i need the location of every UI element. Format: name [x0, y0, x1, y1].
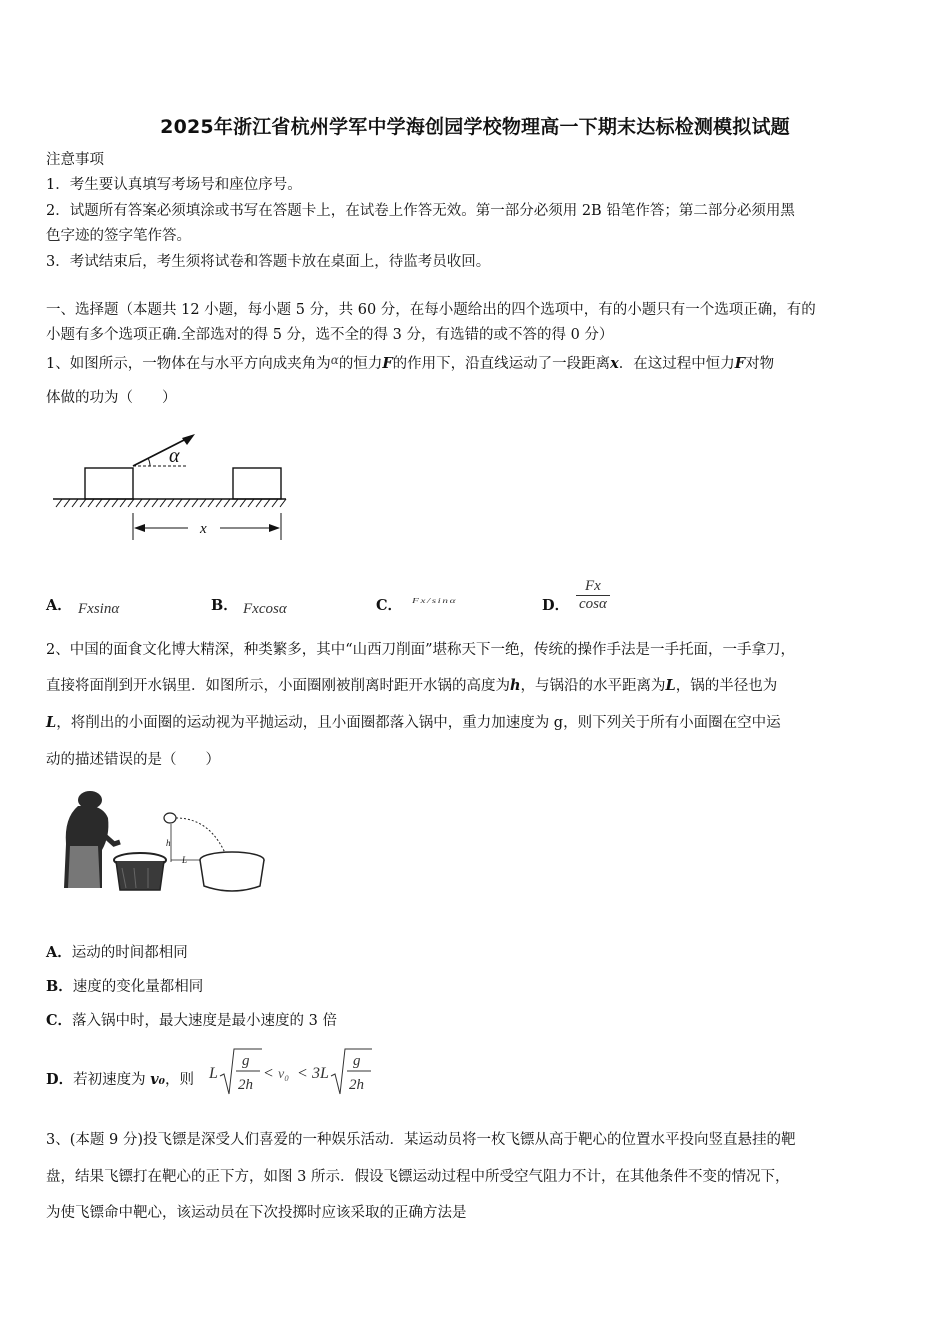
dimension-arrowhead	[269, 524, 280, 532]
q1-text-segment: 的恒力	[338, 356, 383, 372]
symbol-g: g	[242, 1053, 250, 1069]
q2-option-d[interactable]	[46, 1070, 194, 1090]
q2-option-d-inequality	[206, 1046, 376, 1098]
q1-text-segment: 对物	[745, 356, 775, 372]
big-pot	[200, 860, 264, 891]
option-text: 运动的时间都相同	[71, 945, 188, 961]
option-label: B．	[46, 978, 73, 995]
q1-text-segment: 1、如图所示，一物体在与水平方向成夹角为	[46, 356, 331, 372]
height-symbol: h	[510, 677, 521, 694]
option-text: ，则	[164, 1072, 194, 1088]
symbol-2h: 2h	[238, 1077, 253, 1093]
length-symbol: L	[46, 714, 57, 731]
question-3-text: 3、(本题 9 分)投飞镖是深受人们喜爱的一种娱乐活动．某运动员将一枚飞镖从高于靶心的位置水平投向竖直悬挂的靶	[46, 1132, 796, 1148]
chef-apron	[68, 846, 100, 888]
option-text: 速度的变化量都相同	[72, 979, 204, 995]
ground-hatching	[56, 499, 286, 507]
less-than-sign: <	[264, 1065, 274, 1082]
length-symbol: L	[665, 677, 676, 694]
distance-label: x	[200, 521, 207, 537]
less-than-sign: <	[298, 1065, 308, 1082]
distance-symbol: x	[610, 355, 619, 372]
question-3-text: 为使飞镖命中靶心，该运动员在下次投掷时应该采取的正确方法是	[46, 1205, 467, 1221]
noodle-ring	[164, 813, 176, 823]
section-instruction: 一、选择题（本题共 12 小题，每小题 5 分，共 60 分，在每小题给出的四个选项中，有的小题只有一个选项正确，有的	[46, 302, 816, 318]
initial-velocity-symbol: v₀	[150, 1071, 165, 1088]
fraction-numerator: Fx	[576, 578, 610, 596]
option-a-expression[interactable]: Fxsinα	[78, 601, 120, 617]
notice-item: 1．考生要认真填写考场号和座位序号。	[46, 177, 302, 193]
question-2-text	[46, 713, 781, 733]
q1-force-diagram	[48, 428, 298, 548]
q1-text-segment: ．在这过程中恒力	[618, 356, 735, 372]
q1-text-segment: 的作用下，沿直线运动了一段距离	[392, 356, 611, 372]
dimension-arrowhead	[134, 524, 145, 532]
symbol-3L: 3L	[312, 1065, 329, 1082]
q2-option-c[interactable]	[46, 1011, 337, 1031]
option-label[interactable]: A．	[46, 597, 72, 614]
option-text: 落入锅中时，最大速度是最小速度的 3 倍	[72, 1013, 337, 1029]
option-text: 若初速度为	[73, 1072, 151, 1088]
q2-option-a[interactable]	[46, 943, 188, 963]
option-label: C．	[46, 1012, 73, 1029]
q2-text-segment: ，将削出的小面圈的运动视为平抛运动，且小面圈都落入锅中，重力加速度为 g，则下列关于所有小面圈在空中运	[56, 715, 781, 731]
option-label: D．	[46, 1071, 74, 1088]
option-label[interactable]: C．	[376, 597, 403, 614]
alpha-symbol: α	[330, 353, 339, 367]
notice-item: 色字迹的签字笔作答。	[46, 228, 191, 244]
force-symbol: F	[382, 355, 393, 372]
q2-noodle-diagram	[52, 788, 272, 908]
option-label: A．	[46, 944, 72, 961]
length-label: L	[182, 855, 188, 865]
q2-text-segment: ，与锅沿的水平距离为	[520, 678, 666, 694]
question-2-text: 2、中国的面食文化博大精深，种类繁多，其中“山西刀削面”堪称天下一绝，传统的操作手法是一手托面，一手拿刀，	[46, 642, 796, 658]
symbol-2h: 2h	[349, 1077, 364, 1093]
option-label[interactable]: B．	[211, 597, 238, 614]
section-instruction: 小题有多个选项正确.全部选对的得 5 分，选不全的得 3 分，有选错的或不答的得 0 分）	[46, 327, 614, 343]
block-end	[233, 468, 281, 499]
angle-arc	[148, 458, 150, 466]
option-label[interactable]: D．	[542, 597, 570, 614]
symbol-v0: v₀	[278, 1067, 290, 1082]
q2-text-segment: 直接将面削到开水锅里．如图所示，小面圈刚被削离时距开水锅的高度为	[46, 678, 510, 694]
q2-option-b[interactable]	[46, 977, 203, 997]
height-label: h	[166, 838, 171, 848]
symbol-g: g	[353, 1053, 361, 1069]
notice-item: 3．考试结束后，考生须将试卷和答题卡放在桌面上，待监考员收回。	[46, 254, 491, 270]
notice-item: 2．试题所有答案必须填涂或书写在答题卡上，在试卷上作答无效。第一部分必须用 2B 铅笔作答；第二部分必须用黑	[46, 203, 795, 219]
angle-label: α	[169, 445, 180, 467]
page-title: 2025年浙江省杭州学军中学海创园学校物理高一下期末达标检测模拟试题	[160, 116, 790, 138]
question-1-text: 体做的功为（ ）	[46, 390, 177, 406]
force-symbol: F	[734, 355, 746, 372]
q2-text-segment: ，锅的半径也为	[675, 678, 778, 694]
notice-heading: 注意事项	[46, 152, 104, 168]
option-b-expression[interactable]: Fxcosα	[243, 601, 287, 617]
option-c-expression[interactable]: Fx/sinα	[412, 597, 458, 605]
symbol-L: L	[209, 1065, 218, 1082]
question-1-text	[46, 350, 774, 374]
question-2-text: 动的描述错误的是（ ）	[46, 752, 220, 768]
question-2-text	[46, 676, 777, 696]
block-start	[85, 468, 133, 499]
force-arrow	[133, 438, 188, 466]
question-3-text: 盘，结果飞镖打在靶心的正下方，如图 3 所示．假设飞镖运动过程中所受空气阻力不计，在其他条件不变的情况下，	[46, 1169, 790, 1185]
option-d-fraction[interactable]	[576, 578, 610, 613]
force-arrowhead	[182, 434, 195, 445]
fraction-denominator: cosα	[579, 596, 607, 612]
